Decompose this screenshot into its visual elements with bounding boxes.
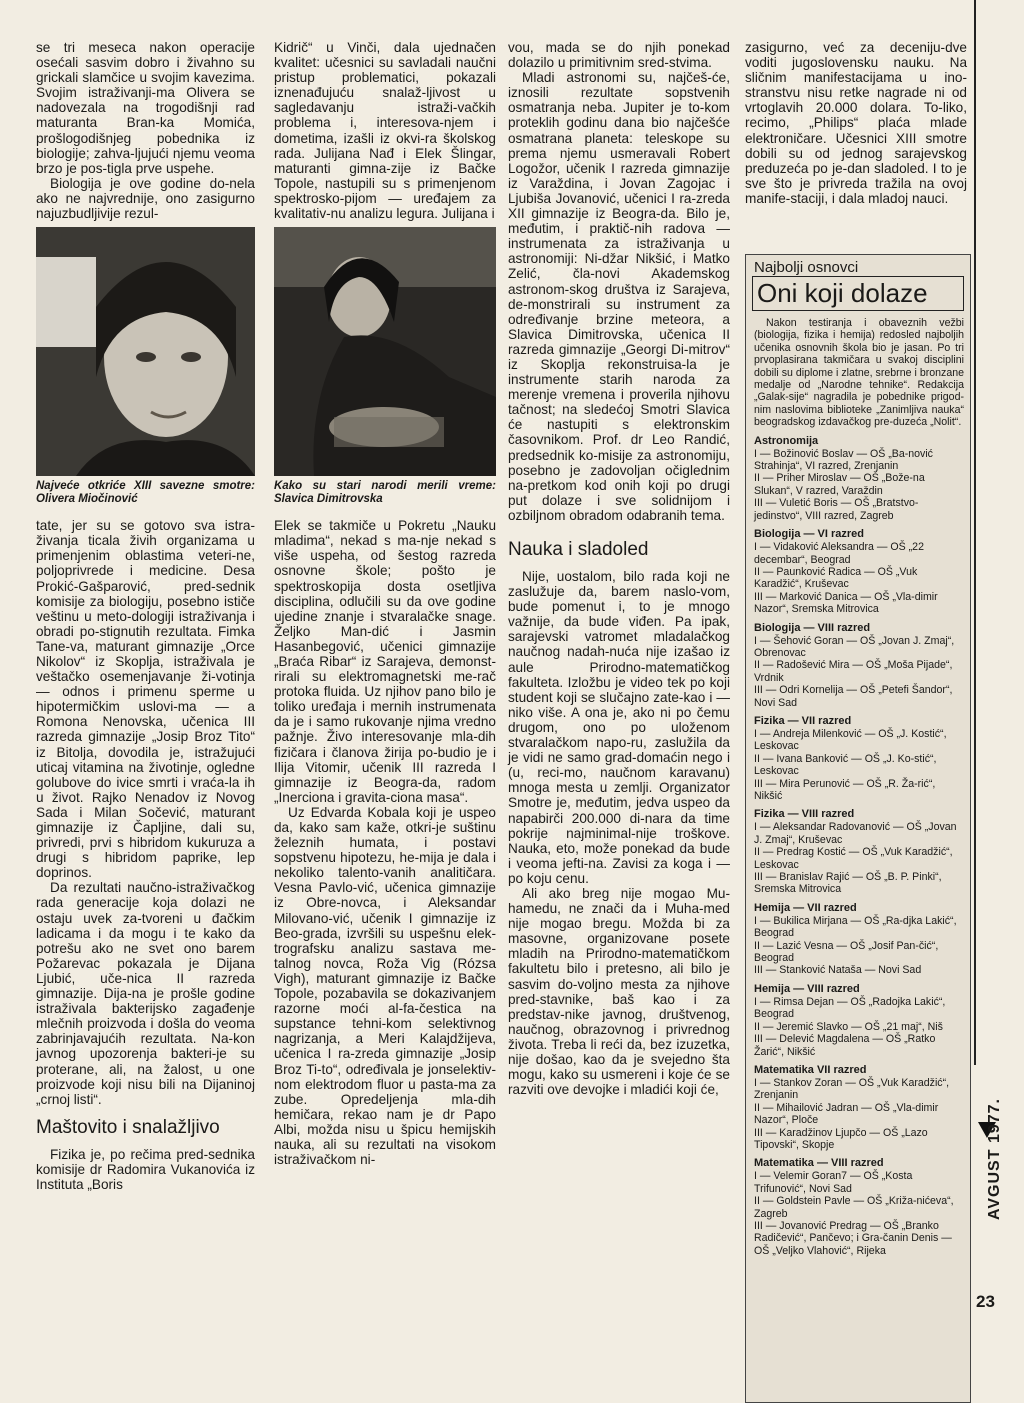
photo-slavica-dimitrovska [274,227,496,476]
result-entry: I — Andreja Milenković — OŠ „J. Kostić“, Leskovac [754,727,947,753]
result-entry: I — Stankov Zoran — OŠ „Vuk Karadžić“, Zrenjanin [754,1076,950,1102]
result-entry: II — Jeremić Slavko — OŠ „21 maj“, Niš [754,1020,943,1033]
paragraph: Fizika je, po rečima pred-sednika komisije dr Radomira Vukanovića iz Instituta „Boris [36,1146,255,1192]
result-entry: II — Lazić Vesna — OŠ „Josif Pan-čić“, Beograd [754,939,939,965]
paragraph: vou, mada se do njih ponekad dolazilo u primitivnim sred-stvima. [508,40,730,71]
photo-image [274,227,496,476]
result-entry: II — Ivana Banković — OŠ „J. Ko-stić“, Leskovac [754,752,937,778]
category-heading: Fizika — VIII razred [754,808,855,821]
page-number: 23 [976,1292,995,1311]
results-list [746,435,970,1258]
photo-caption: Kako su stari narodi merili vreme: Slavica Dimitrovska [274,480,496,506]
column-3 [508,40,730,1097]
paragraph: Nije, uostalom, bilo rada koji ne zaslužuje da, barem naslo-vom, bude pomenut i, to je mnogo važnije, da bude viđen. Pa ipak, sarajevski vatromet mladalačkog naučnog nadah-nuća nije izašao iz aule Prirodno-matematičkog fakulteta. Izložbu je video tek po koji student koji se slučajno zate-kao i — niko više. A ona je, ako ni po čemu drugom, ono po uloženom stvaralačkom napo-ru, zaslužila da je vidi ne samo grad-domaćin nego i (u, reci-mo, naučnom karavanu) mnoga mesta u zemlji. Organizator Smotre je, međutim, jedva uspeo da napabirči 200.000 di-nara da time pokrije najminimal-nije troškove. Nauka, eto, može ponekad da bude i veoma jefti-na. Zavisi za koga i — po koju cenu. [508,569,730,886]
result-entry: I — Velemir Goran7 — OŠ „Kosta Trifunović“, Novi Sad [754,1170,913,1195]
paragraph: Mladi astronomi su, najčeš-će, iznosili rezultate sopstvenih osmatranja neba. Jupiter je to-kom proteklih godinu dana bio najčešće osmatrana planeta: teleskope su prema njemu usmeravali Robert Logožor, učenik I razreda gimnazije iz Varaždina, i Jovan Zagojac i Ljubiša Jovanović, učenici I ra-zreda XII gimnazije iz Beogra-da. Bilo je, međutim, i praktič-nih radova — instrumenata za istraživanja u astronomiji: Ni-džar Nikšić, i Matko Zelić, čla-novi Akademskog astronom-skog društva iz Sarajeva, de-monstrirali su instrument za određivanje brzine meteora, a Slavica Dimitrovska, učenica II razreda gimnazije „Georgi Di-mitrov“ iz Skoplja rekonstruisa-la je instrumente starih naroda za merenje vremena i proverila njihovu tačnost; na sledećoj Smotri Slavica će nastupiti s elektronskim časovnikom. Prof. dr Leo Randić, predsednik ko-misije za astronomiju, posebno je zadovoljan očiglednim na-pretkom kod onih koji po drugi put dolaze i sve solidnijom i ozbiljnom obradom odabranih tema. [508,70,730,523]
paragraph: Elek se takmiče u Pokretu „Nauku mladima“, nekad s ma-nje nekad s više uspeha, od šestog razreda osnovne škole; pošto je spektroskopija dosta osetljiva disciplina, odlučili su da ove godine ujedine znanje i stvaralačke snage. Željko Man-dić i Jasmin Hasanbegović, učenici gimnazije „Braća Ribar“ iz Sarajeva, demonst-rirali su elektromagnetski me-rač protoka fluida. Uz njihov pano bilo je toliko uređaja i mernih instrumenata da je i samo rukovanje njima vredno pažnje. Živo interesovanje mla-dih fizičara i članova žirija po-budio je i Ilija Vitomir, učenik III razreda I gimnazije iz Beogra-da, radom „Inerciona i gravita-ciona masa“. [274,518,496,805]
category-heading: Biologija — VI razred [754,528,865,541]
result-entry: III — Stanković Nataša — Novi Sad [754,964,922,977]
paragraph: tate, jer su se gotovo sva istra-živanja ticala živih organizama u primenjenim oblastima veteri-ne, poljoprivrede i medicine. Desa Prokić-Gašparović, pred-sednik komisije za biologiju, posebno ističe veštinu u meto-dologiji istraživanja i obradi po-stignutih rezultata. Fimka Tane-va, maturant gimnazije „Orce Nikolov“ iz Skoplja, istraživala je veštačko osemenjavanje ži-votinja — odnos i primenu sperme u hipotermičkim uslovi-ma — a Romona Nenovska, učenica III razreda gimnazije „Josip Broz Tito“ iz Bitolja, dovodila je, istražujući uticaj vitamina na životinje, ogledne golubove do ivice smrti i vraća-la ih u život. Rajko Nenadov iz Novog Sada i Milan Sočević, maturant gimnazije iz Čapljine, dali su, privredi, prvi s hibridom kukuruza a drugi s hibridom paprike, lep doprinos. [36,518,255,881]
paragraph: Uz Edvarda Kobala koji je uspeo da, kako sam kaže, otkri-je suštinu železnih humata, i postavi sopstvenu hipotezu, he-mija je dala i nekoliko talento-vanih analitičara. Vesna Pavlo-vić, učenica gimnazije iz Obre-novca, i Aleksandar Milovano-vić, učenik I gimnazije iz Beo-grada, izvršili su uspešnu elek-trografsku analizu sastava me-talnog novca, Roža Vig (Rózsa Vigh), maturant gimnazije iz Bačke Topole, pozabavila se dokazivanjem razorne moći al-fa-čestica na supstance tehni-kom selektivnog nagrizanja, a Meri Kalajdžijeva, učenica I ra-zreda gimnazije „Josip Broz Ti-to“, određivala je jonselektiv-nom elektrodom fluor u pasta-ma za zube. Opredeljenja mla-dih hemičara, rekao nam je dr Papo Albi, možda nisu u špicu hemijskih nauka, ali su rezultati na visokom istraživačkom ni- [274,804,496,1168]
column-2 [274,40,496,1167]
result-entry: III — Odri Kornelija — OŠ „Petefi Šandor“, Novi Sad [754,684,953,709]
result-entry: III — Jovanović Predrag — OŠ „Branko Radičević“, Pančevo; i Gra-čanin Denis — OŠ „Veljko Vlahović“, Rijeka [754,1219,952,1257]
result-entry: I — Bukilica Mirjana — OŠ „Ra-djka Lakić“, Beograd [754,914,957,940]
column-4 [745,40,967,206]
category-heading: Fizika — VII razred [754,714,852,727]
section-heading: Maštovito i snalažljivo [36,1116,220,1138]
result-entry: II — Predrag Kostić — OŠ „Vuk Karadžić“, Leskovac [754,846,953,871]
result-entry: I — Vidaković Aleksandra — OŠ „22 decembar“, Beograd [754,541,924,566]
paragraph: Biologija je ove godine do-nela ako ne najvrednije, ono zasigurno najuzbudljivije rezul- [36,175,255,222]
paragraph: zasigurno, već za deceniju-dve voditi jugoslovensku nauku. Na sličnim manifestacijama u ino-stranstvu nisu retke nagrade ni od vrtoglavih 20.000 dolara. To-liko, recimo, „Philips“ plaća mlade elektroničare. Učesnici XIII smotre dobili su od jednog sarajevskog preduzeća po je-dan sladoled. I to je sve što je privreda tražila na ovoj manife-staciji, i dala mladoj nauci. [745,40,967,206]
result-entry: I — Šehović Goran — OŠ „Jovan J. Zmaj“, Obrenovac [754,634,955,659]
category-heading: Hemija — VIII razred [754,982,860,995]
category-heading: Matematika VII razred [754,1063,867,1076]
category-heading: Biologija — VIII razred [754,621,871,634]
sidebar-box [745,254,971,1403]
margin-rule [974,0,976,1065]
result-entry: I — Božinović Boslav — OŠ „Ba-nović Strahinja“, VI razred, Zrenjanin [754,447,933,473]
issue-date-label [970,1040,1003,1290]
category-heading: Matematika — VIII razred [754,1157,884,1170]
result-entry: III — Delević Magdalena — OŠ „Ratko Žarić“, Nikšić [754,1033,936,1058]
photo-olivera-miocinovic [36,227,255,476]
issue-date: AVGUST 1977. [986,1098,1003,1220]
paragraph: Ali ako breg nije mogao Mu-hamedu, ne znači da i Muha-med nije mogao bregu. Možda bi za masovne, organizovane posete mladih na Prirodno-matematičkom fakultetu bilo i pretesno, ali bilo je sasvim do-voljno mesta za njihove pred-stavnike, baš kao i za predstav-nike javnog, društvenog, naučnog, obrazovnog i privrednog života. Treba li reći da, bez izuzetka, nije došao, kao da je svejedno šta mogu, kako su usmereni i koje će se razviti ove devojke i mladići koji će, [508,885,730,1098]
category-heading: Hemija — VII razred [754,901,857,914]
photo-caption: Najveće otkriće XIII savezne smotre: Olivera Miočinović [36,480,255,506]
sidebar-kicker: Najbolji osnovci [754,259,859,276]
paragraph: Kidrič“ u Vinči, dala ujednačen kvalitet: učesnici su savladali naučni pristup problematici, pokazali iznenađujuću snalaž-ljivost u sagledavanju istraži-vačkih problema i, interesova-njem i dometima, izašli iz okvi-ra školskog rada. Julijana Nađ i Elek Šlingar, maturanti gimna-zije iz Bačke Topole, nastupili su s primenjenom spektrosko-pijom — uređajem za kvalitativ-nu analizu legura. Julijana i [274,40,496,222]
sidebar-title: Oni koji dolaze [752,276,964,311]
portrait-image [36,227,255,476]
paragraph: Da rezultati naučno-istraživačkog rada generacije koja dolazi ne ostaju uvek za-tvoreni u đačkim ladicama i da mogu i te kako da potrešu ako ne svet ono barem Požarevac pokazala je Dijana Ljubić, uče-nica II razreda gimnazije. Dija-na je prošle godine istraživala bakterijsko zagađenje mlečnih proizvoda i došla do veoma zabrinjavajućih rezultata. Na-kon javnog upozorenja bakteri-je su proterane, ali, na žalost, u one proizvode koji nisu bili na Dijaninoj „crnoj listi“. [36,880,255,1107]
section-heading: Nauka i sladoled [508,539,649,560]
result-entry: II — Radošević Mira — OŠ „Moša Pijade“, Vrdnik [754,659,953,684]
result-entry: II — Priher Miroslav — OŠ „Bože-na Slukan“, V razred, Varaždin [754,472,925,497]
result-entry: III — Branislav Rajić — OŠ „B. P. Pinki“, Sremska Mitrovica [754,871,942,896]
result-entry: II — Paunković Radica — OŠ „Vuk Karadžić“, Kruševac [754,565,918,591]
result-entry: III — Vuletić Boris — OŠ „Bratstvo-jedinstvo“, VIII razred, Zagreb [754,497,919,522]
sidebar-intro: Nakon testiranja i obaveznih vežbi (biologija, fizika i hemija) redosled najboljih učenika osnovnih škola bio je jasan. Po tri prvoplasirana takmičara u svakoj disciplini dobili su diplome i zlatne, srebrne i bronzane medalje od „Narodne tehnike“. Redakcija „Galak-sije“ nagradila je pobednike prigod-nim naslovima biblioteke „Zanimljiva nauka“ beogradskog izdavačkog pre-duzeća „Nolit“. [754,317,964,429]
result-entry: III — Mira Perunović — OŠ „R. Ža-rić“, Nikšić [754,777,936,802]
result-entry: III — Marković Danica — OŠ „Vla-dimir Nazor“, Sremska Mitrovica [754,590,938,616]
paragraph: se tri meseca nakon operacije osećali sasvim dobro i živahno su grickali slamčice u svojim kavezima. Svojim istraživanji-ma Olivera se nadovezala na trogodišnji rad maturanta Bran-ka Momića, prošlogodišnjeg pobednika iz biologije; zahva-ljujući njemu veoma brzo je pos-tigla prve uspehe. [36,40,255,176]
category-heading: Astronomija [754,434,819,447]
result-entry: II — Mihailović Jadran — OŠ „Vla-dimir Nazor“, Ploče [754,1101,939,1127]
column-1 [36,40,255,1192]
result-entry: II — Goldstein Pavle — OŠ „Križa-nićeva“, Zagreb [754,1195,954,1220]
result-entry: III — Karadžinov Ljupčo — OŠ „Lazo Tipovski“, Skopje [754,1126,928,1151]
result-entry: I — Aleksandar Radovanović — OŠ „Jovan J. Zmaj“, Kruševac [754,821,957,846]
result-entry: I — Rimsa Dejan — OŠ „Radojka Lakić“, Beograd [754,995,946,1021]
